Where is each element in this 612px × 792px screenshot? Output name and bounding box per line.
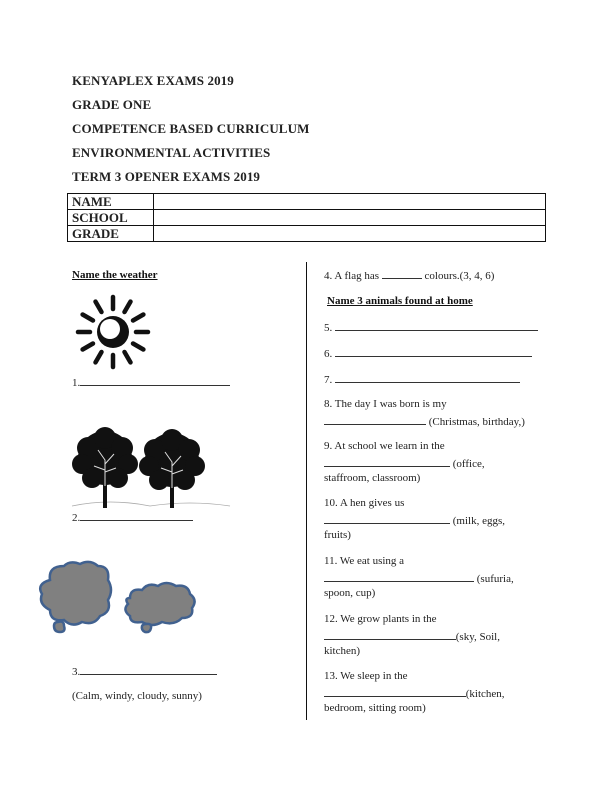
question-10-text: 10. A hen gives us (324, 497, 405, 509)
student-info-table (67, 193, 546, 242)
name-field[interactable] (154, 194, 546, 210)
question-9-text: 9. At school we learn in the (324, 440, 445, 452)
table-row (68, 226, 546, 242)
answer-blank-10[interactable] (324, 513, 450, 524)
question-4 (324, 268, 494, 282)
question-13-text: 13. We sleep in the (324, 670, 408, 682)
question-8-text: 8. The day I was born is my (324, 398, 447, 410)
question-1 (72, 375, 230, 389)
question-text: 4. A flag has (324, 270, 379, 282)
question-number: 2. (72, 512, 81, 524)
header-line-grade: GRADE ONE (72, 97, 152, 112)
question-options: (milk, eggs, (452, 515, 505, 527)
question-options: (kitchen, (465, 688, 505, 700)
question-11-text: 11. We eat using a (324, 555, 405, 567)
name-label: NAME (68, 194, 154, 210)
question-9-continuation: staffroom, classroom) (324, 472, 421, 484)
school-label: SCHOOL (68, 210, 154, 226)
question-5 (324, 320, 538, 334)
section-title-weather: Name the weather (72, 269, 158, 281)
question-options: (office, (452, 458, 485, 470)
tree-left (72, 427, 138, 508)
section-title-animals: Name 3 animals found at home (327, 295, 473, 307)
question-number: 7. (324, 374, 333, 386)
header-line-exam-title: KENYAPLEX EXAMS 2019 (72, 73, 234, 88)
column-divider (306, 262, 307, 720)
question-11-answer-line (324, 571, 514, 585)
question-options: (sky, Soil, (455, 631, 500, 643)
school-field[interactable] (154, 210, 546, 226)
question-13-continuation: bedroom, sitting room) (324, 702, 426, 714)
answer-blank-9[interactable] (324, 456, 450, 467)
question-number: 6. (324, 348, 333, 360)
clouds-icon (34, 560, 204, 642)
weather-choices: (Calm, windy, cloudy, sunny) (72, 690, 202, 702)
question-number: 3. (72, 666, 81, 678)
question-number: 5. (324, 322, 333, 334)
table-row (68, 194, 546, 210)
question-options: colours.(3, 4, 6) (424, 270, 495, 282)
answer-blank-11[interactable] (324, 571, 474, 582)
sun-icon (73, 292, 153, 372)
answer-blank-13[interactable] (324, 686, 466, 697)
grade-field[interactable] (154, 226, 546, 242)
question-3 (72, 664, 217, 678)
answer-blank-6[interactable] (335, 346, 532, 357)
answer-blank-2[interactable] (80, 510, 193, 521)
header-line-term: TERM 3 OPENER EXAMS 2019 (72, 169, 261, 184)
question-12-continuation: kitchen) (324, 645, 361, 657)
question-10-continuation: fruits) (324, 529, 351, 541)
answer-blank-4[interactable] (382, 268, 422, 279)
question-2 (72, 510, 193, 524)
question-7 (324, 372, 520, 386)
question-13-answer-line (324, 686, 505, 700)
question-10-answer-line (324, 513, 505, 527)
answer-blank-8[interactable] (324, 414, 426, 425)
grade-label: GRADE (68, 226, 154, 242)
tree-right (139, 429, 205, 508)
table-row (68, 210, 546, 226)
answer-blank-12[interactable] (324, 629, 456, 640)
question-11-continuation: spoon, cup) (324, 587, 376, 599)
answer-blank-1[interactable] (80, 375, 230, 386)
question-12-text: 12. We grow plants in the (324, 613, 437, 625)
answer-blank-3[interactable] (80, 664, 217, 675)
answer-blank-5[interactable] (335, 320, 538, 331)
question-options: (sufuria, (476, 573, 514, 585)
trees-icon (70, 426, 232, 512)
question-8-answer-line (324, 414, 525, 428)
answer-blank-7[interactable] (335, 372, 520, 383)
question-number: 1. (72, 377, 81, 389)
header-line-curriculum: COMPETENCE BASED CURRICULUM (72, 121, 310, 136)
header-line-subject: ENVIRONMENTAL ACTIVITIES (72, 145, 271, 160)
question-options: (Christmas, birthday,) (428, 416, 525, 428)
question-12-answer-line (324, 629, 500, 643)
question-6 (324, 346, 532, 360)
question-9-answer-line (324, 456, 485, 470)
